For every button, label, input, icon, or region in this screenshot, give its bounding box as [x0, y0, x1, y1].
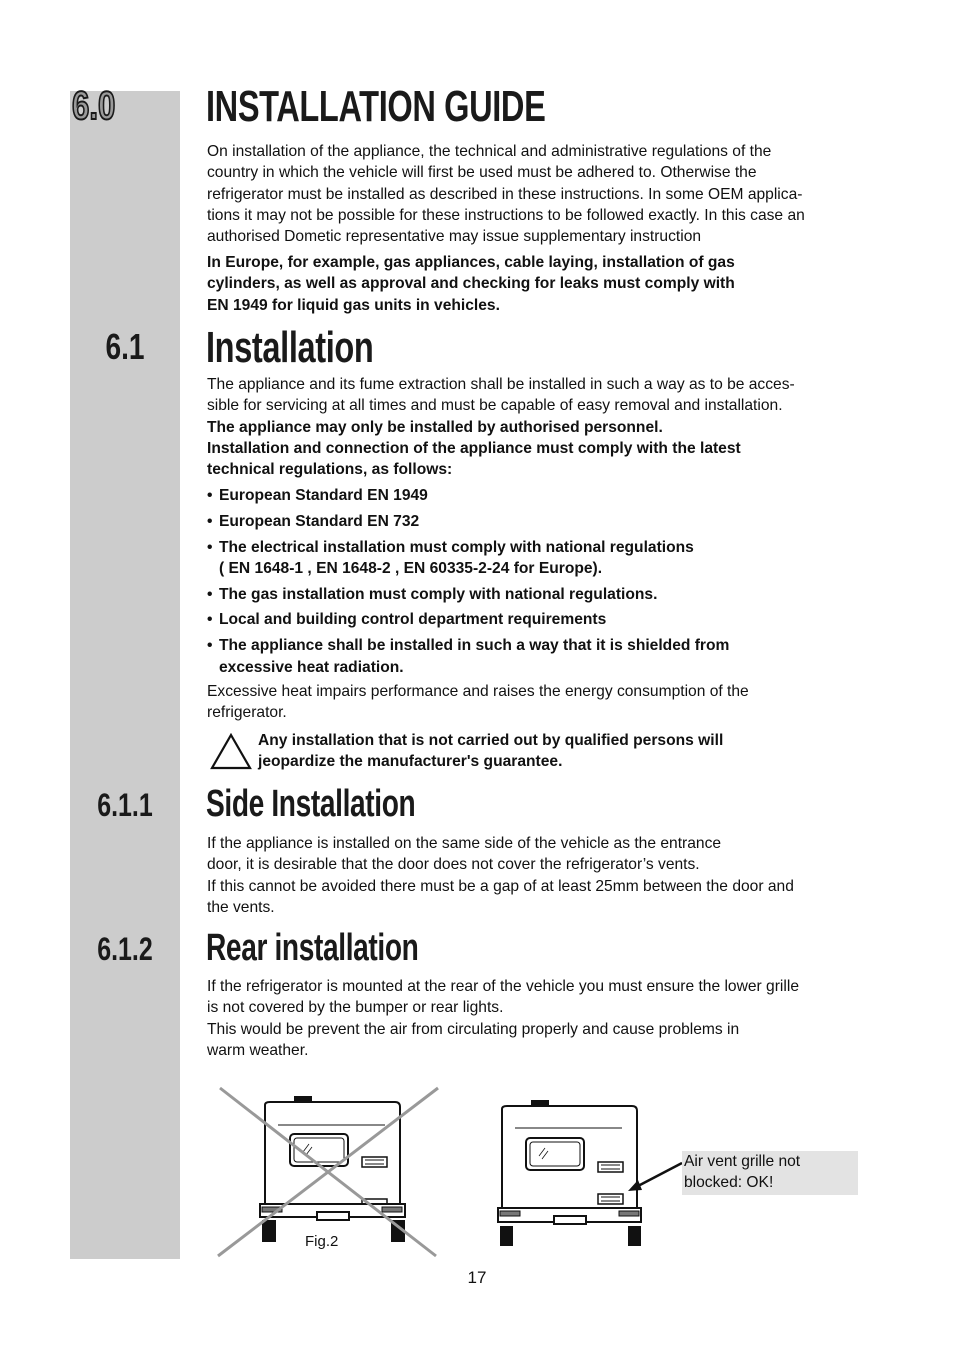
list-item: • The gas installation must comply with national regulations. [207, 585, 658, 603]
note-line: In Europe, for example, gas appliances, cable laying, installation of gas [207, 254, 735, 271]
paragraph-line: technical regulations, as follows: [207, 461, 453, 479]
page-number: 17 [467, 1268, 487, 1287]
note-line: cylinders, as well as approval and checking for leaks must comply with [207, 275, 735, 293]
paragraph-line: If the appliance is installed on the same side of the vehicle as the entrance [207, 835, 722, 852]
side-installation-paragraph [207, 833, 897, 918]
section-number-6-1: 6.1 [105, 326, 145, 367]
section-title-side-installation: Side Installation [206, 783, 416, 825]
paragraph-line: the vents. [207, 898, 275, 916]
installation-paragraph [207, 374, 897, 480]
heat-paragraph [207, 681, 897, 724]
intro-line: authorised Dometic representative may issue supplementary instruction [207, 228, 702, 246]
warning-line: jeopardize the manufacturer's guarantee. [258, 753, 563, 771]
requirements-list [207, 485, 897, 682]
paragraph-line: warm weather. [207, 1041, 309, 1059]
paragraph-line: refrigerator. [207, 704, 287, 722]
warning-triangle-icon [210, 733, 252, 771]
section-title-rear-installation: Rear installation [206, 927, 419, 969]
paragraph-line: is not covered by the bumper or rear lights. [207, 999, 504, 1017]
warning-note [258, 730, 878, 773]
list-item: • The electrical installation must comply with national regulations ( EN 1648-1 , EN 1648-2 , EN 60335-2-24 for Europe). [207, 538, 694, 577]
paragraph-line: If this cannot be avoided there must be a gap of at least 25mm between the door and [207, 877, 794, 895]
intro-line: country in which the vehicle will first be used must be adhered to. Otherwise the [207, 164, 757, 182]
section-number-6-1-1: 6.1.1 [97, 787, 153, 823]
europe-regulations-note [207, 252, 897, 316]
list-item: • European Standard EN 1949 [207, 487, 428, 504]
section-sidebar [70, 91, 180, 1259]
intro-line: refrigerator must be installed as described in these instructions. In some OEM applica- [207, 185, 803, 203]
paragraph-line: Installation and connection of the appliance must comply with the latest [207, 439, 741, 457]
air-vent-callout [682, 1151, 858, 1195]
intro-line: On installation of the appliance, the technical and administrative regulations of the [207, 143, 772, 160]
intro-paragraph [207, 141, 897, 247]
paragraph-line: Excessive heat impairs performance and raises the energy consumption of the [207, 683, 749, 700]
page-title: INSTALLATION GUIDE [206, 82, 546, 131]
callout-line: Air vent grille not [684, 1153, 801, 1170]
paragraph-line: If the refrigerator is mounted at the rear of the vehicle you must ensure the lower grille [207, 978, 799, 995]
figure-caption: Fig.2 [305, 1233, 339, 1250]
section-title-installation: Installation [206, 323, 374, 372]
paragraph-line: This would be prevent the air from circulating properly and cause problems in [207, 1020, 740, 1038]
paragraph-line: The appliance may only be installed by authorised personnel. [207, 418, 663, 436]
list-item: • European Standard EN 732 [207, 512, 420, 530]
intro-line: tions it may not be possible for these instructions to be followed exactly. In this case an [207, 206, 805, 224]
paragraph-line: sible for servicing at all times and must be capable of easy removal and installation. [207, 397, 783, 415]
list-item: • Local and building control department requirements [207, 611, 607, 629]
warning-line: Any installation that is not carried out by qualified persons will [258, 732, 724, 749]
list-item: • The appliance shall be installed in such a way that it is shielded from excessive heat radiation. [207, 637, 730, 676]
section-number-6-1-2: 6.1.2 [97, 931, 153, 967]
paragraph-line: door, it is desirable that the door does not cover the refrigerator’s vents. [207, 856, 700, 874]
vehicle-rear-ok [498, 1101, 641, 1246]
section-number-6-0: 6.0 [72, 84, 116, 128]
callout-line: blocked: OK! [684, 1174, 774, 1191]
note-line: EN 1949 for liquid gas units in vehicles. [207, 296, 500, 314]
rear-installation-paragraph [207, 976, 897, 1061]
paragraph-line: The appliance and its fume extraction shall be installed in such a way as to be acces- [207, 376, 795, 393]
